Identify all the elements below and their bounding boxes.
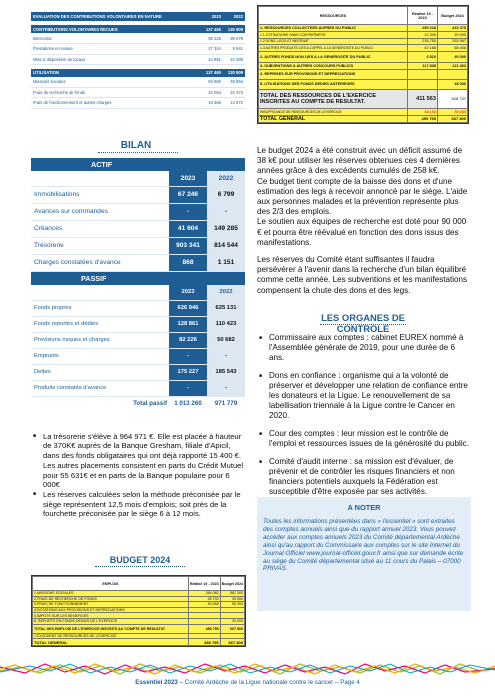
row-value: - — [207, 203, 245, 220]
passif-total-2023: 1 013 260 — [169, 396, 207, 410]
paragraph: Les réserves du Comité étant suffisantes il faudra persévérer à l'avenir dans la recherche d'un bilan équilibré comme cette année. Les subventions et les manifestations compensent la chute des dons et des legs. — [257, 255, 468, 295]
contributions-header-2023: 2023 — [201, 12, 223, 21]
bullet-placements: Les autres placements consistent en parts du Crédit Mutuel pour 55 631€ et en parts de la Banque populaire pour 6 000€ — [43, 461, 244, 490]
row-label: Bénévolat — [31, 33, 201, 44]
row-value: 40 000 — [438, 52, 468, 63]
passif-panel — [31, 272, 245, 421]
row-value: 110 423 — [207, 316, 245, 332]
row-value: 39 000 — [220, 596, 244, 602]
row-label: Fonds reportés et dédiés — [31, 316, 169, 332]
table-row — [31, 77, 245, 88]
ressources-general-2023: 459 755 — [408, 115, 438, 122]
row-value: 24 389 — [223, 54, 245, 65]
table-row — [259, 79, 468, 89]
bullet-cour-comptes: ■ Cour des comptes : leur mission est le contrôle de l'emploi et ressources issues de la générosité du public. — [257, 429, 471, 449]
row-label: 3- SUBVENTIONS & AUTRES CONCOURS PUBLICS — [259, 63, 408, 70]
row-value: 94 960 — [201, 77, 223, 88]
row-label: Trésorerie — [31, 237, 169, 254]
note-box — [257, 497, 471, 611]
table-row — [31, 33, 245, 44]
passif-total-label: Total passif — [31, 396, 169, 410]
emplois-excedent-label: 7.EXCEDENT DE RESSOURCES DE L'EXERCICE — [33, 633, 189, 639]
actif-col-2022: 2022 — [207, 171, 245, 186]
contributions-table — [31, 12, 245, 109]
row-label: 1.3 AUTRES PRODUITS LIES A L'APPEL A LA GENEROSITE DU PUBLIC — [259, 45, 408, 52]
emplois-table — [31, 575, 246, 647]
row-value: 45 000 — [438, 79, 468, 89]
row-label: 4.DOTATIONS AUX PROVISIONS ET DEPRECIATIONS — [33, 607, 189, 613]
row-value: - — [207, 380, 245, 396]
budget-commentary — [257, 146, 471, 248]
emplois-header-label: EMPLOIS — [33, 577, 189, 591]
row-value: 625 131 — [207, 300, 245, 316]
row-value: 45 733 — [188, 596, 220, 602]
row-label: Avances sur commandes — [31, 203, 169, 220]
row-label: 1.2 DONS, LEGS ET MECENAT — [259, 38, 408, 45]
table-row — [31, 220, 245, 237]
ressources-table — [257, 5, 469, 124]
row-label: Mise à disposition de locaux — [31, 54, 201, 65]
organes-bullets — [257, 333, 471, 505]
row-value: 42 168 — [408, 45, 438, 52]
table-row — [259, 52, 468, 63]
footer-bold: Essentiel 2023 — [135, 679, 178, 686]
row-value: 67 246 — [169, 186, 207, 203]
row-label: Créances — [31, 220, 169, 237]
passif-total-row — [31, 396, 245, 410]
emplois-total-label: TOTAL DES EMPLOIS DE L'EXERCICE INSCRITS AU COMPTE DE RESULTAT — [33, 624, 189, 633]
row-label: 6. REPORTS EN FONDS DEDIES DE L'EXERCICE — [33, 618, 189, 624]
table-row — [31, 44, 245, 55]
budget-title: BUDGET 2024 — [109, 555, 171, 565]
row-value: 68 408 — [438, 45, 468, 52]
row-value: - — [207, 348, 245, 364]
passif-col-2023: 2023 — [169, 285, 207, 300]
row-value: 20 000 — [438, 31, 468, 38]
row-label: Provisions risques et charges — [31, 332, 169, 348]
row-value: - — [169, 203, 207, 220]
ressources-header-2023: Réalisé 19 - 2023 — [408, 7, 438, 25]
bilan-title: BILAN — [120, 140, 152, 151]
footer-text: – Comité Ardèche de la Ligue nationale contre le cancer – Page 4 — [177, 679, 360, 686]
emplois-total-2024: 667 800 — [220, 624, 244, 633]
row-value: 290 218 — [408, 25, 438, 32]
row-value: 14 572 — [223, 98, 245, 109]
paragraph: Le budget 2024 a été construit avec un déficit assumé de 38 k€ pour utiliser les réserves obtenues ces 4 dernières années grâce à des excédents cumulés de 258 k€. — [257, 146, 463, 176]
row-label: Missions sociales — [31, 77, 201, 88]
row-label: 4- REPRISES SUR PROVISIONS ET DEPRECIATIONS — [259, 69, 408, 79]
row-label: 1- RESSOURCES COLLECTEES AUPRES DU PUBLIC — [259, 25, 408, 32]
emplois-header-2023: Réalisé 19 - 2023 — [188, 577, 220, 591]
table-row — [259, 45, 468, 52]
paragraph: Ce budget tient compte de la baisse des dons et d'une estimation des legs à recevoir annoncé par le siège. L'aide aux personnes malades et la prévention représente plus des 2/3 des emplois. — [257, 176, 468, 217]
row-value: 95 225 — [201, 33, 223, 44]
passif-total-2022: 971 779 — [207, 396, 245, 410]
row-value — [408, 69, 438, 79]
row-label: 1.1 COTISATIONS SANS CONTREPARTIE — [259, 31, 408, 38]
contributions-utilisation-2022: 130 909 — [223, 69, 245, 77]
bullet-commissaire: ■ Commissaire aux comptes : cabinet EUREX nommé à l'Assemblée générale de 2019, pour une durée de 6 ans. — [257, 333, 471, 363]
row-value: 1 151 — [207, 254, 245, 271]
ressources-general-row — [259, 115, 468, 122]
row-value: 422 375 — [438, 25, 468, 32]
bullet-reserves: ■ Les réserves calculées selon la méthode préconisée par le siège représentent 12,5 mois d'emplois; soit près de la fourchette préconisée par le siège 6 à 12 mois. — [31, 490, 247, 518]
budget-divider — [95, 566, 185, 567]
contributions-recues-2023: 137 460 — [201, 25, 223, 33]
table-row — [259, 69, 468, 79]
row-label: Charges constatées d'avance — [31, 254, 169, 271]
row-value: 12 300 — [408, 31, 438, 38]
ressources-total-label: TOTAL DES RESSOURCES DE L'EXERCICE INSCRITES AU COMPTE DE RESULTAT. — [259, 89, 408, 108]
row-label: Prestations en nature — [31, 44, 201, 55]
row-label: 3.FRAIS DE FONCTIONNEMENT — [33, 602, 189, 608]
note-body: Toutes les informations présentées dans « l'essentiel » sont extraites des comptes annuels ainsi que du rapport annuel 2023. Vous pouvez accéder aux comptes annuels 2023 du Comité départemental Ardèche ainsi qu'au rapport du Commissaire aux comptes sur le site Internet du Journal Officiel www.journal-officiel.gouv.fr ainsi que sur demande écrite au siège du Comité départemental situé au 11 cours du Palais – 07000 PRIVAS. — [263, 518, 464, 573]
row-value: 175 227 — [169, 364, 207, 380]
emplois-header-2024: Budget 2024 — [220, 577, 244, 591]
left-bullets — [31, 432, 247, 520]
contributions-recues-2022: 130 909 — [223, 25, 245, 33]
row-label: Frais de fonctionnement et autres charges — [31, 98, 201, 109]
organes-title: LES ORGANES DE CONTROLE — [321, 312, 405, 334]
organes-divider — [320, 324, 406, 325]
ressources-insuff-2023: 48 192 — [408, 108, 438, 115]
contributions-utilisation-label: UTILISATION — [31, 69, 201, 77]
note-title: A NOTER — [347, 503, 381, 512]
table-row — [31, 300, 245, 316]
contributions-utilisation-2023: 137 460 — [201, 69, 223, 77]
row-value: 6 799 — [207, 186, 245, 203]
row-value — [408, 79, 438, 89]
ressources-insuff-label: INSUFFISANCE DE RESSOURCES DE L'EXERCICE — [259, 108, 408, 115]
table-row — [31, 87, 245, 98]
row-value: 23 054 — [201, 87, 223, 98]
table-row — [31, 348, 245, 364]
row-label: 2.FRAIS DE RECHERCHE DE FONDS — [33, 596, 189, 602]
row-value: 41 604 — [169, 220, 207, 237]
table-row — [31, 54, 245, 65]
bilan-divider — [98, 152, 178, 153]
row-value: 50 682 — [207, 332, 245, 348]
row-label: Emprunts — [31, 348, 169, 364]
contributions-recues-label: CONTRIBUTIONS VOLONTAIRES RECUES — [31, 25, 201, 33]
row-label: Dettes — [31, 364, 169, 380]
table-row — [31, 316, 245, 332]
row-value: 3 510 — [408, 52, 438, 63]
actif-col-2023: 2023 — [169, 171, 207, 186]
bullet-audit-interne: ■ Comité d'audit interne : sa mission est d'évaluer, de prévenir et de contrôler les risques financiers et non financiers potentiels auxquels la Fédération est susceptible d'être exposée par ses activités. — [257, 457, 471, 497]
table-row — [31, 380, 245, 396]
row-value: 868 — [169, 254, 207, 271]
row-value: 19 386 — [201, 98, 223, 109]
table-row — [31, 254, 245, 271]
actif-title: ACTIF — [31, 158, 245, 171]
row-value: - — [169, 348, 207, 364]
bullet-dons-confiance: ■ Dons en confiance : organisme qui a la volonté de préserver et développer une relation de confiance entre les donateurs et la Ligue. Le renouvellement de sa labellisation triennale à la Ligue contre le Cancer en 2020. — [257, 371, 471, 421]
actif-panel — [31, 158, 245, 271]
row-value: 24 891 — [201, 54, 223, 65]
table-row — [31, 237, 245, 254]
row-label: 1.MISSIONS SOCIALES — [33, 591, 189, 597]
table-row — [31, 364, 245, 380]
row-value: 587 300 — [220, 591, 244, 597]
bullet-tresorerie: ■ La trésorerie s'élève à 964 971 €. Elle est placée à hauteur de 370K€ auprès de la Banque Gresham, filiale d'Apicil, dans des fonds obligataires qui ont déjà rapporté 15 400 €. — [31, 432, 247, 460]
ressources-header-2024: Budget 2024 — [438, 7, 468, 25]
table-row — [259, 25, 468, 32]
row-value: 121 462 — [438, 63, 468, 70]
table-row — [31, 186, 245, 203]
row-label: 5.IMPOTS SUR LES BENEFICES — [33, 613, 189, 619]
ressources-insuff-2024: 39 063 — [438, 108, 468, 115]
row-value: 149 285 — [207, 220, 245, 237]
contributions-header-title: EVALUATION DES CONTRIBUTIONS VOLONTAIRES EN NATURE — [31, 12, 201, 21]
ressources-total-row — [259, 89, 468, 108]
ressources-general-2024: 667 800 — [438, 115, 468, 122]
row-value — [438, 69, 468, 79]
row-label: Immobilisations — [31, 186, 169, 203]
row-value: 30 000 — [220, 618, 244, 624]
ressources-general-label: TOTAL GENERAL — [259, 115, 408, 122]
emplois-general-row — [33, 639, 245, 646]
row-value: 17 344 — [201, 44, 223, 55]
row-label: 5- UTILISATIONS DES FONDS DEDIES ANTERIEURS — [259, 79, 408, 89]
paragraph: Le soutien aux équipes de recherche est doté pour 90 000 € et pourra être réévalué en fonction des dons issus des manifestations. — [257, 217, 467, 247]
row-value: 22 473 — [223, 87, 245, 98]
page-footer — [0, 679, 495, 686]
contributions-header-2022: 2022 — [223, 12, 245, 21]
row-value: 128 861 — [169, 316, 207, 332]
table-row — [259, 63, 468, 70]
ressources-total-2023: 411 563 — [408, 89, 438, 108]
ressources-total-2024: 628 737 — [438, 89, 468, 108]
row-label: Fonds propres — [31, 300, 169, 316]
row-value: 95 579 — [223, 33, 245, 44]
row-value: 333 967 — [438, 38, 468, 45]
table-row — [259, 38, 468, 45]
row-value: 59 300 — [220, 602, 244, 608]
row-value: 82 226 — [169, 332, 207, 348]
row-value: - — [169, 380, 207, 396]
emplois-general-2024: 667 800 — [220, 639, 244, 646]
table-row — [259, 31, 468, 38]
row-value: 814 544 — [207, 237, 245, 254]
row-label: 2- AUTRES FONDS NON LIES A LA GENEROSITE DU PUBLIC — [259, 52, 408, 63]
row-value: 284 082 — [188, 591, 220, 597]
row-value: 117 835 — [408, 63, 438, 70]
table-row — [31, 203, 245, 220]
row-value: 59 948 — [188, 602, 220, 608]
row-value: 93 864 — [223, 77, 245, 88]
table-row — [31, 98, 245, 109]
row-value: 903 341 — [169, 237, 207, 254]
passif-col-2022: 2022 — [207, 285, 245, 300]
table-row — [31, 332, 245, 348]
emplois-total-row — [33, 624, 245, 633]
emplois-general-label: TOTAL GENERAL — [33, 639, 189, 646]
emplois-total-2023: 489 755 — [188, 624, 220, 633]
row-value: 235 750 — [408, 38, 438, 45]
row-label: Produits constatés d'avance — [31, 380, 169, 396]
footer-decoration — [0, 657, 495, 679]
ressources-header-label: RESSOURCES — [259, 7, 408, 25]
reserves-commentary — [257, 255, 471, 296]
row-label: Frais de recherche de fonds — [31, 87, 201, 98]
row-value: 9 941 — [223, 44, 245, 55]
row-value: 626 946 — [169, 300, 207, 316]
row-value: 185 543 — [207, 364, 245, 380]
passif-title: PASSIF — [31, 272, 245, 285]
ressources-insuff-row — [259, 108, 468, 115]
emplois-general-2023: 489 755 — [188, 639, 220, 646]
